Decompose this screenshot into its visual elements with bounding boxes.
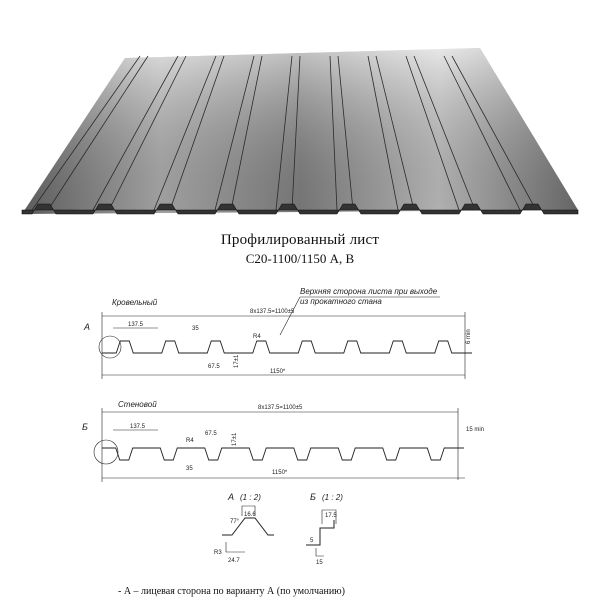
wall-top-dim-text: 8х137.5=1100±5 bbox=[258, 405, 303, 411]
detail-a-base-dimension bbox=[226, 542, 245, 552]
wall-bottom-text: 67.5 bbox=[205, 431, 217, 437]
wall-profile-line bbox=[102, 448, 464, 460]
detail-a-scale: (1 : 2) bbox=[240, 493, 261, 502]
detail-b-marker-circle bbox=[94, 440, 118, 464]
roof-pitch-text: 137.5 bbox=[128, 322, 144, 328]
detail-a-title: А bbox=[228, 492, 235, 502]
roof-profile-line bbox=[102, 341, 472, 353]
roof-edge-text: 6 min bbox=[466, 329, 472, 344]
roof-bottom-text: 67.5 bbox=[208, 364, 220, 370]
wall-detail-marker: Б bbox=[82, 422, 88, 432]
wall-overall-text: 1150* bbox=[272, 470, 288, 476]
product-title: Профилированный лист bbox=[220, 232, 380, 248]
roof-callout-line2: из прокатного стана bbox=[300, 297, 382, 306]
wall-radius-text: R4 bbox=[186, 438, 194, 444]
roof-top-dim-text: 8х137.5=1100±5 bbox=[250, 309, 295, 315]
wall-crest-text: 35 bbox=[186, 466, 193, 472]
detail-b-side-text: 5 bbox=[310, 538, 314, 544]
detail-b-scale: (1 : 2) bbox=[322, 493, 343, 502]
detail-b-title: Б bbox=[310, 492, 316, 502]
detail-a-angle: 77° bbox=[230, 519, 240, 525]
roof-type-label: Кровельный bbox=[112, 298, 158, 307]
technical-drawing bbox=[0, 280, 600, 600]
detail-a-top-text: 16.6 bbox=[244, 512, 256, 518]
roof-callout-line1: Верхняя сторона листа при выходе bbox=[300, 287, 438, 296]
roof-height-text: 17±1 bbox=[234, 354, 240, 368]
roof-radius-text: R4 bbox=[253, 334, 261, 340]
detail-b-base-text: 15 bbox=[316, 560, 323, 566]
detail-a-radius-text: R3 bbox=[214, 550, 222, 556]
roof-overall-text: 1150* bbox=[270, 369, 286, 375]
detail-a-base-text: 24.7 bbox=[228, 558, 240, 564]
roof-crest-text: 35 bbox=[192, 326, 199, 332]
profiled-sheet-illustration bbox=[0, 0, 600, 230]
detail-b-top-text: 17.5 bbox=[325, 513, 337, 519]
wall-pitch-text: 137.5 bbox=[130, 424, 146, 430]
wall-edge-text: 15 min bbox=[466, 427, 485, 433]
sheet-caption bbox=[0, 232, 600, 267]
roof-detail-marker: А bbox=[84, 322, 91, 332]
wall-height-text: 17±1 bbox=[232, 432, 238, 446]
wall-type-label: Стеновой bbox=[118, 400, 157, 409]
variant-note: - А – лицевая сторона по варианту А (по умолчанию) bbox=[118, 586, 345, 597]
product-code: С20-1100/1150 А, В bbox=[245, 251, 355, 266]
detail-b-base-dimension bbox=[316, 548, 324, 556]
detail-a-marker-circle bbox=[99, 336, 121, 358]
